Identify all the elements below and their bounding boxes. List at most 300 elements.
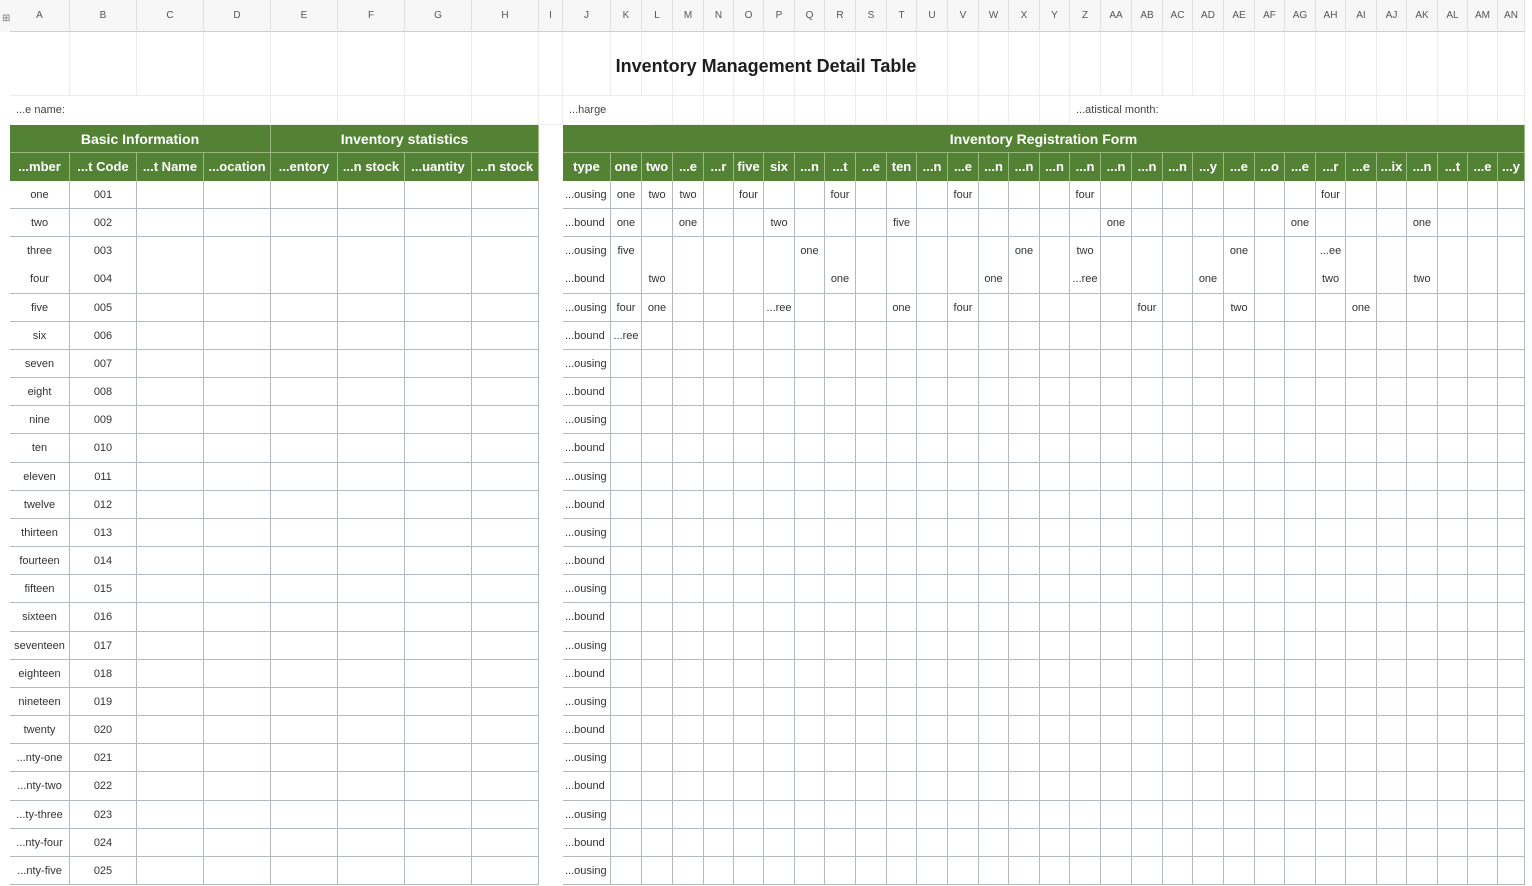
registration-cell[interactable]: four xyxy=(1316,181,1346,209)
table-cell[interactable] xyxy=(1070,632,1101,660)
table-cell[interactable] xyxy=(704,660,734,688)
table-cell[interactable] xyxy=(1224,688,1255,716)
field-header[interactable]: ...n xyxy=(917,153,948,181)
table-cell[interactable] xyxy=(1468,434,1498,462)
table-cell[interactable] xyxy=(948,801,979,829)
field-header[interactable]: ...n xyxy=(1040,153,1070,181)
table-cell[interactable] xyxy=(1009,181,1040,209)
table-cell[interactable] xyxy=(1132,322,1163,350)
registration-cell[interactable]: ...ree xyxy=(764,294,795,322)
table-cell[interactable] xyxy=(1498,829,1525,857)
table-cell[interactable] xyxy=(1101,829,1132,857)
table-cell[interactable] xyxy=(1101,688,1132,716)
field-header[interactable]: ...t Name xyxy=(137,153,204,181)
table-cell[interactable] xyxy=(137,829,204,857)
product-code-cell[interactable]: 020 xyxy=(70,716,137,744)
table-cell[interactable] xyxy=(1468,491,1498,519)
table-cell[interactable] xyxy=(704,406,734,434)
table-cell[interactable] xyxy=(795,463,825,491)
table-cell[interactable] xyxy=(704,434,734,462)
table-cell[interactable] xyxy=(1255,632,1285,660)
table-cell[interactable] xyxy=(1468,463,1498,491)
table-cell[interactable] xyxy=(673,575,704,603)
table-cell[interactable] xyxy=(1040,772,1070,800)
table-cell[interactable] xyxy=(856,209,887,237)
table-cell[interactable] xyxy=(825,491,856,519)
table-cell[interactable] xyxy=(1163,857,1193,885)
table-cell[interactable] xyxy=(704,547,734,575)
label-row-cell[interactable] xyxy=(795,96,825,125)
table-cell[interactable] xyxy=(1132,209,1163,237)
row-number-cell[interactable]: three xyxy=(10,237,70,265)
table-cell[interactable] xyxy=(764,463,795,491)
table-cell[interactable] xyxy=(137,716,204,744)
row-number-cell[interactable]: sixteen xyxy=(10,603,70,631)
table-cell[interactable] xyxy=(1438,632,1468,660)
row-number-cell[interactable]: eighteen xyxy=(10,660,70,688)
table-cell[interactable] xyxy=(338,265,405,293)
registration-cell[interactable]: four xyxy=(1070,181,1101,209)
label-row-cell[interactable] xyxy=(673,96,704,125)
table-cell[interactable] xyxy=(1193,519,1224,547)
table-cell[interactable] xyxy=(948,378,979,406)
table-cell[interactable] xyxy=(1163,265,1193,293)
table-cell[interactable] xyxy=(1009,209,1040,237)
table-cell[interactable] xyxy=(1407,660,1438,688)
table-cell[interactable] xyxy=(948,209,979,237)
table-cell[interactable] xyxy=(338,801,405,829)
table-cell[interactable] xyxy=(1255,603,1285,631)
field-header[interactable]: ...e xyxy=(1468,153,1498,181)
table-cell[interactable] xyxy=(642,350,673,378)
table-cell[interactable] xyxy=(887,434,917,462)
field-header[interactable]: ...n stock xyxy=(338,153,405,181)
table-cell[interactable] xyxy=(1132,519,1163,547)
table-cell[interactable] xyxy=(1346,434,1377,462)
table-cell[interactable] xyxy=(1255,716,1285,744)
table-cell[interactable] xyxy=(204,519,271,547)
label-row-cell[interactable] xyxy=(472,96,539,125)
table-cell[interactable] xyxy=(611,519,642,547)
table-cell[interactable] xyxy=(137,744,204,772)
table-cell[interactable] xyxy=(1009,632,1040,660)
table-cell[interactable] xyxy=(472,322,539,350)
field-header[interactable]: ...ocation xyxy=(204,153,271,181)
row-number-cell[interactable]: seven xyxy=(10,350,70,378)
table-cell[interactable] xyxy=(979,406,1009,434)
table-cell[interactable] xyxy=(1316,322,1346,350)
table-cell[interactable] xyxy=(1224,463,1255,491)
table-cell[interactable] xyxy=(1438,716,1468,744)
column-header-z[interactable]: Z xyxy=(1070,0,1101,32)
table-cell[interactable] xyxy=(1132,575,1163,603)
table-cell[interactable] xyxy=(1316,857,1346,885)
table-cell[interactable] xyxy=(271,181,338,209)
table-cell[interactable] xyxy=(1255,350,1285,378)
registration-cell[interactable]: one xyxy=(673,209,704,237)
table-cell[interactable] xyxy=(704,265,734,293)
field-header[interactable]: ...e xyxy=(673,153,704,181)
table-cell[interactable] xyxy=(704,801,734,829)
table-cell[interactable] xyxy=(472,463,539,491)
table-cell[interactable] xyxy=(1285,237,1316,265)
table-cell[interactable] xyxy=(1407,575,1438,603)
product-code-cell[interactable]: 016 xyxy=(70,603,137,631)
column-header-u[interactable]: U xyxy=(917,0,948,32)
table-cell[interactable] xyxy=(856,772,887,800)
table-cell[interactable] xyxy=(825,209,856,237)
registration-cell[interactable]: two xyxy=(1407,265,1438,293)
type-cell[interactable]: ...bound xyxy=(563,491,611,519)
table-cell[interactable] xyxy=(1224,322,1255,350)
table-cell[interactable] xyxy=(1193,209,1224,237)
table-cell[interactable] xyxy=(825,829,856,857)
table-cell[interactable] xyxy=(948,519,979,547)
table-cell[interactable] xyxy=(856,716,887,744)
table-cell[interactable] xyxy=(1377,519,1407,547)
table-cell[interactable] xyxy=(1132,632,1163,660)
table-cell[interactable] xyxy=(1438,547,1468,575)
registration-cell[interactable]: two xyxy=(673,181,704,209)
table-cell[interactable] xyxy=(1316,688,1346,716)
table-cell[interactable] xyxy=(856,744,887,772)
table-cell[interactable] xyxy=(1498,350,1525,378)
table-cell[interactable] xyxy=(1377,603,1407,631)
table-cell[interactable] xyxy=(204,575,271,603)
table-cell[interactable] xyxy=(1285,744,1316,772)
table-cell[interactable] xyxy=(642,632,673,660)
product-code-cell[interactable]: 025 xyxy=(70,857,137,885)
table-cell[interactable] xyxy=(1438,801,1468,829)
row-number-cell[interactable]: nineteen xyxy=(10,688,70,716)
table-cell[interactable] xyxy=(137,434,204,462)
registration-cell[interactable]: ...ree xyxy=(611,322,642,350)
table-cell[interactable] xyxy=(1255,744,1285,772)
label-row-cell[interactable] xyxy=(887,96,917,125)
table-cell[interactable] xyxy=(642,434,673,462)
table-cell[interactable] xyxy=(405,744,472,772)
table-cell[interactable] xyxy=(764,406,795,434)
table-cell[interactable] xyxy=(1438,406,1468,434)
table-cell[interactable] xyxy=(1132,491,1163,519)
table-cell[interactable] xyxy=(405,350,472,378)
table-cell[interactable] xyxy=(338,463,405,491)
field-header[interactable]: ...ix xyxy=(1377,153,1407,181)
field-header[interactable]: ...r xyxy=(1316,153,1346,181)
table-cell[interactable] xyxy=(472,857,539,885)
table-cell[interactable] xyxy=(1468,801,1498,829)
table-cell[interactable] xyxy=(948,716,979,744)
table-cell[interactable] xyxy=(1193,829,1224,857)
table-cell[interactable] xyxy=(1132,660,1163,688)
column-header-m[interactable]: M xyxy=(673,0,704,32)
table-cell[interactable] xyxy=(856,519,887,547)
table-cell[interactable] xyxy=(1438,575,1468,603)
table-cell[interactable] xyxy=(1316,209,1346,237)
table-cell[interactable] xyxy=(979,829,1009,857)
registration-cell[interactable]: one xyxy=(611,209,642,237)
table-cell[interactable] xyxy=(1224,519,1255,547)
table-cell[interactable] xyxy=(1285,181,1316,209)
type-cell[interactable]: ...ousing xyxy=(563,294,611,322)
type-cell[interactable]: ...ousing xyxy=(563,463,611,491)
table-cell[interactable] xyxy=(1316,660,1346,688)
table-cell[interactable] xyxy=(979,857,1009,885)
table-cell[interactable] xyxy=(1070,660,1101,688)
field-header[interactable]: ...e xyxy=(1224,153,1255,181)
table-cell[interactable] xyxy=(1498,519,1525,547)
table-cell[interactable] xyxy=(642,801,673,829)
table-cell[interactable] xyxy=(1377,294,1407,322)
table-cell[interactable] xyxy=(1009,406,1040,434)
column-header-j[interactable]: J xyxy=(563,0,611,32)
table-cell[interactable] xyxy=(1498,322,1525,350)
table-cell[interactable] xyxy=(1377,716,1407,744)
label-row-cell[interactable] xyxy=(734,96,764,125)
table-cell[interactable] xyxy=(1377,434,1407,462)
registration-cell[interactable]: one xyxy=(1193,265,1224,293)
table-cell[interactable] xyxy=(1498,660,1525,688)
field-header[interactable]: ...e xyxy=(948,153,979,181)
table-cell[interactable] xyxy=(1070,857,1101,885)
table-cell[interactable] xyxy=(1407,237,1438,265)
table-cell[interactable] xyxy=(795,744,825,772)
table-cell[interactable] xyxy=(338,688,405,716)
registration-cell[interactable]: four xyxy=(611,294,642,322)
table-cell[interactable] xyxy=(1132,744,1163,772)
table-cell[interactable] xyxy=(1070,406,1101,434)
table-cell[interactable] xyxy=(204,688,271,716)
table-cell[interactable] xyxy=(948,406,979,434)
row-number-cell[interactable]: one xyxy=(10,181,70,209)
table-cell[interactable] xyxy=(1040,603,1070,631)
column-header-af[interactable]: AF xyxy=(1255,0,1285,32)
table-cell[interactable] xyxy=(1377,181,1407,209)
table-cell[interactable] xyxy=(1070,744,1101,772)
table-cell[interactable] xyxy=(673,660,704,688)
table-cell[interactable] xyxy=(1101,406,1132,434)
table-cell[interactable] xyxy=(917,294,948,322)
table-cell[interactable] xyxy=(856,322,887,350)
table-cell[interactable] xyxy=(1132,406,1163,434)
table-cell[interactable] xyxy=(1285,632,1316,660)
table-cell[interactable] xyxy=(271,237,338,265)
label-row-cell[interactable] xyxy=(1498,96,1525,125)
table-cell[interactable] xyxy=(1040,688,1070,716)
table-cell[interactable] xyxy=(642,688,673,716)
table-cell[interactable] xyxy=(1377,829,1407,857)
column-header-an[interactable]: AN xyxy=(1498,0,1525,32)
table-cell[interactable] xyxy=(734,688,764,716)
registration-cell[interactable]: four xyxy=(948,181,979,209)
row-number-cell[interactable]: eleven xyxy=(10,463,70,491)
table-cell[interactable] xyxy=(338,772,405,800)
table-cell[interactable] xyxy=(673,378,704,406)
table-cell[interactable] xyxy=(338,575,405,603)
table-cell[interactable] xyxy=(1498,209,1525,237)
type-cell[interactable]: ...bound xyxy=(563,322,611,350)
column-header-am[interactable]: AM xyxy=(1468,0,1498,32)
table-cell[interactable] xyxy=(1101,519,1132,547)
table-cell[interactable] xyxy=(271,632,338,660)
table-cell[interactable] xyxy=(764,350,795,378)
table-cell[interactable] xyxy=(137,632,204,660)
product-code-cell[interactable]: 013 xyxy=(70,519,137,547)
type-cell[interactable]: ...bound xyxy=(563,772,611,800)
table-cell[interactable] xyxy=(1468,209,1498,237)
table-cell[interactable] xyxy=(1468,350,1498,378)
table-cell[interactable] xyxy=(917,463,948,491)
field-header[interactable]: ...o xyxy=(1255,153,1285,181)
table-cell[interactable] xyxy=(704,603,734,631)
table-cell[interactable] xyxy=(204,857,271,885)
table-cell[interactable] xyxy=(1255,209,1285,237)
table-cell[interactable] xyxy=(472,378,539,406)
table-cell[interactable] xyxy=(204,265,271,293)
table-cell[interactable] xyxy=(856,181,887,209)
table-cell[interactable] xyxy=(1040,829,1070,857)
table-cell[interactable] xyxy=(948,237,979,265)
column-header-k[interactable]: K xyxy=(611,0,642,32)
table-cell[interactable] xyxy=(1438,744,1468,772)
table-cell[interactable] xyxy=(1346,857,1377,885)
table-cell[interactable] xyxy=(1377,857,1407,885)
table-cell[interactable] xyxy=(1070,603,1101,631)
label-row-cell[interactable] xyxy=(979,96,1009,125)
table-cell[interactable] xyxy=(917,181,948,209)
field-header[interactable]: ...n xyxy=(795,153,825,181)
field-header[interactable]: five xyxy=(734,153,764,181)
field-header[interactable]: ...n xyxy=(1101,153,1132,181)
table-cell[interactable] xyxy=(1316,716,1346,744)
table-cell[interactable] xyxy=(271,575,338,603)
table-cell[interactable] xyxy=(764,265,795,293)
table-cell[interactable] xyxy=(1498,772,1525,800)
table-cell[interactable] xyxy=(764,547,795,575)
table-cell[interactable] xyxy=(611,688,642,716)
table-cell[interactable] xyxy=(1040,294,1070,322)
table-cell[interactable] xyxy=(917,688,948,716)
table-cell[interactable] xyxy=(204,716,271,744)
table-cell[interactable] xyxy=(1316,603,1346,631)
table-cell[interactable] xyxy=(1498,406,1525,434)
table-cell[interactable] xyxy=(1498,716,1525,744)
table-cell[interactable] xyxy=(1040,632,1070,660)
table-cell[interactable] xyxy=(856,857,887,885)
registration-cell[interactable]: five xyxy=(611,237,642,265)
column-header-ah[interactable]: AH xyxy=(1316,0,1346,32)
table-cell[interactable] xyxy=(704,688,734,716)
table-cell[interactable] xyxy=(1407,744,1438,772)
table-cell[interactable] xyxy=(1163,322,1193,350)
table-cell[interactable] xyxy=(642,547,673,575)
table-cell[interactable] xyxy=(204,406,271,434)
table-cell[interactable] xyxy=(734,575,764,603)
table-cell[interactable] xyxy=(1346,406,1377,434)
table-cell[interactable] xyxy=(887,744,917,772)
column-header-v[interactable]: V xyxy=(948,0,979,32)
table-cell[interactable] xyxy=(948,434,979,462)
column-header-f[interactable]: F xyxy=(338,0,405,32)
type-cell[interactable]: ...bound xyxy=(563,434,611,462)
table-cell[interactable] xyxy=(1438,265,1468,293)
table-cell[interactable] xyxy=(271,660,338,688)
table-cell[interactable] xyxy=(472,772,539,800)
table-cell[interactable] xyxy=(764,519,795,547)
table-cell[interactable] xyxy=(887,463,917,491)
table-cell[interactable] xyxy=(611,632,642,660)
label-row-cell[interactable] xyxy=(1040,96,1070,125)
registration-cell[interactable]: four xyxy=(948,294,979,322)
table-cell[interactable] xyxy=(1346,829,1377,857)
table-cell[interactable] xyxy=(979,322,1009,350)
table-cell[interactable] xyxy=(1438,519,1468,547)
table-cell[interactable] xyxy=(825,801,856,829)
type-cell[interactable]: ...ousing xyxy=(563,406,611,434)
table-cell[interactable] xyxy=(1040,322,1070,350)
table-cell[interactable] xyxy=(948,772,979,800)
table-cell[interactable] xyxy=(1498,378,1525,406)
table-cell[interactable] xyxy=(1193,801,1224,829)
table-cell[interactable] xyxy=(917,434,948,462)
table-cell[interactable] xyxy=(1224,829,1255,857)
table-cell[interactable] xyxy=(1407,350,1438,378)
column-header-d[interactable]: D xyxy=(204,0,271,32)
product-code-cell[interactable]: 007 xyxy=(70,350,137,378)
table-cell[interactable] xyxy=(137,378,204,406)
table-cell[interactable] xyxy=(856,547,887,575)
table-cell[interactable] xyxy=(204,491,271,519)
table-cell[interactable] xyxy=(271,434,338,462)
table-cell[interactable] xyxy=(1101,294,1132,322)
table-cell[interactable] xyxy=(1438,434,1468,462)
table-cell[interactable] xyxy=(1407,801,1438,829)
table-cell[interactable] xyxy=(1132,434,1163,462)
type-cell[interactable]: ...ousing xyxy=(563,632,611,660)
field-header[interactable]: ...y xyxy=(1193,153,1224,181)
table-cell[interactable] xyxy=(642,406,673,434)
table-cell[interactable] xyxy=(1163,772,1193,800)
table-cell[interactable] xyxy=(1193,237,1224,265)
table-cell[interactable] xyxy=(338,603,405,631)
table-cell[interactable] xyxy=(825,350,856,378)
product-code-cell[interactable]: 006 xyxy=(70,322,137,350)
table-cell[interactable] xyxy=(1101,547,1132,575)
table-cell[interactable] xyxy=(137,181,204,209)
table-cell[interactable] xyxy=(948,688,979,716)
table-cell[interactable] xyxy=(1346,322,1377,350)
product-code-cell[interactable]: 009 xyxy=(70,406,137,434)
table-cell[interactable] xyxy=(1407,406,1438,434)
label-row-cell[interactable] xyxy=(1009,96,1040,125)
table-cell[interactable] xyxy=(979,434,1009,462)
table-cell[interactable] xyxy=(1468,744,1498,772)
table-cell[interactable] xyxy=(611,406,642,434)
table-cell[interactable] xyxy=(704,378,734,406)
table-cell[interactable] xyxy=(1132,237,1163,265)
table-cell[interactable] xyxy=(825,547,856,575)
table-cell[interactable] xyxy=(795,209,825,237)
table-cell[interactable] xyxy=(1407,519,1438,547)
table-cell[interactable] xyxy=(1193,434,1224,462)
table-cell[interactable] xyxy=(1224,660,1255,688)
row-number-cell[interactable]: thirteen xyxy=(10,519,70,547)
table-cell[interactable] xyxy=(338,716,405,744)
table-cell[interactable] xyxy=(825,660,856,688)
registration-cell[interactable]: one xyxy=(979,265,1009,293)
table-cell[interactable] xyxy=(795,294,825,322)
table-cell[interactable] xyxy=(887,406,917,434)
